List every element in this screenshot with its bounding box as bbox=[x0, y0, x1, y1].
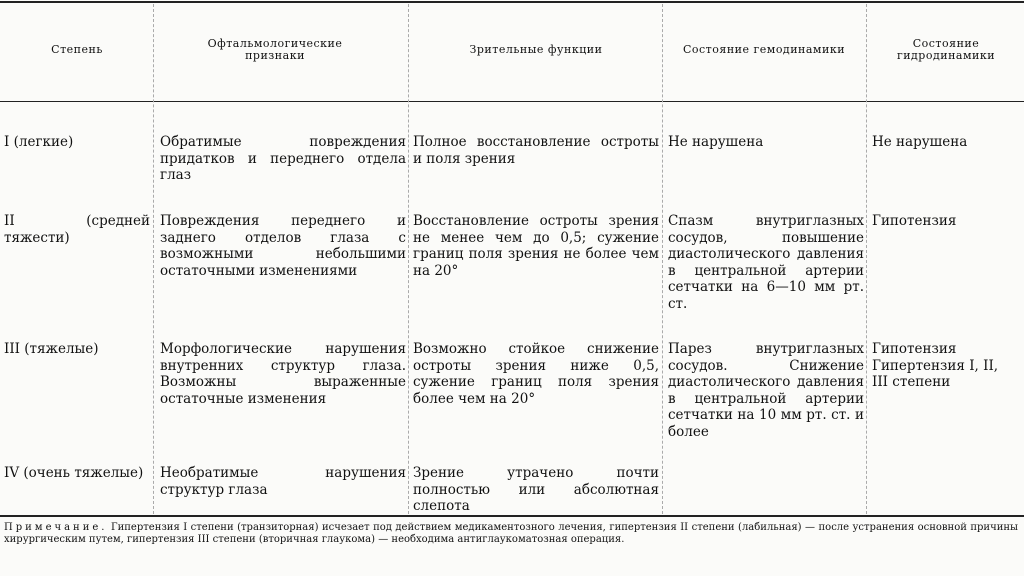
table-row-2-visual: Восстановление остроты зрения не менее чем до 0,5; сужение границ поля зрения не более чем на 20° bbox=[413, 213, 659, 279]
table-row-3-ophthalmic: Морфологические нарушения внутренних структур глаза. Возможны выраженные остаточные изменения bbox=[160, 341, 406, 407]
table-row-2-grade: II (средней тяжести) bbox=[4, 213, 150, 246]
table-bottom-rule bbox=[0, 515, 1024, 517]
table-row-3-visual: Возможно стойкое снижение остроты зрения ниже 0,5, сужение границ поля зрения более чем на 20° bbox=[413, 341, 659, 407]
column-divider bbox=[408, 4, 409, 514]
table-row-4-grade: IV (очень тяжелые) bbox=[4, 465, 144, 481]
footnote-text: Гипертензия I степени (транзиторная) исчезает под действием медикаментозного лечения, гипертензия II степени (лабильная) — после устранения основной причины хирургическим путем, гипертензия III степени (вторичная глаукома) — необходима антиглаукоматозная операция. bbox=[4, 522, 1019, 545]
table-row-2-hydrodynamics: Гипотензия bbox=[872, 213, 957, 229]
table-row-1-ophthalmic: Обратимые повреждения придатков и переднего отдела глаз bbox=[160, 134, 406, 183]
hydrodynamics-line: Гипертензия I, II, bbox=[872, 357, 999, 374]
hydrodynamics-line: Гипотензия bbox=[872, 341, 957, 357]
header-visual: Зрительные функции bbox=[469, 43, 603, 56]
header-ophthalmic: Офтальмологические признаки bbox=[207, 37, 343, 62]
header-grade: Степень bbox=[51, 43, 103, 56]
table-row-2-hemodynamics: Спазм внутриглазных сосудов, повышение диастолического давления в центральной артерии сетчатки на 6—10 мм рт. ст. bbox=[668, 213, 864, 312]
column-divider bbox=[153, 4, 154, 514]
table-row-1-hemodynamics: Не нарушена bbox=[668, 134, 764, 150]
table-row-2-ophthalmic: Повреждения переднего и заднего отделов глаза с возможными небольшими остаточными изменениями bbox=[160, 213, 406, 279]
table-row-4-ophthalmic: Необратимые нарушения структур глаза bbox=[160, 465, 406, 498]
footnote-label: Примечание. bbox=[4, 522, 108, 533]
table-top-rule bbox=[0, 1, 1024, 3]
column-divider bbox=[662, 4, 663, 514]
table-row-3-hydrodynamics bbox=[872, 341, 1020, 391]
table-row-3-grade: III (тяжелые) bbox=[4, 341, 99, 357]
table-row-4-visual: Зрение утрачено почти полностью или абсолютная слепота bbox=[413, 465, 659, 514]
table-row-1-grade: I (легкие) bbox=[4, 134, 74, 150]
table-row-3-hemodynamics: Парез внутриглазных сосудов. Снижение диастолического давления в центральной артерии сетчатки на 10 мм рт. ст. и более bbox=[668, 341, 864, 440]
column-divider bbox=[866, 4, 867, 514]
table-footnote bbox=[4, 522, 1018, 545]
hydrodynamics-line: III степени bbox=[872, 374, 951, 390]
header-hemodynamics: Состояние гемодинамики bbox=[682, 43, 846, 56]
header-hydrodynamics: Состояние гидродинамики bbox=[896, 37, 996, 62]
table-row-1-hydrodynamics: Не нарушена bbox=[872, 134, 968, 150]
table-row-1-visual: Полное восстановление остроты и поля зрения bbox=[413, 134, 659, 167]
